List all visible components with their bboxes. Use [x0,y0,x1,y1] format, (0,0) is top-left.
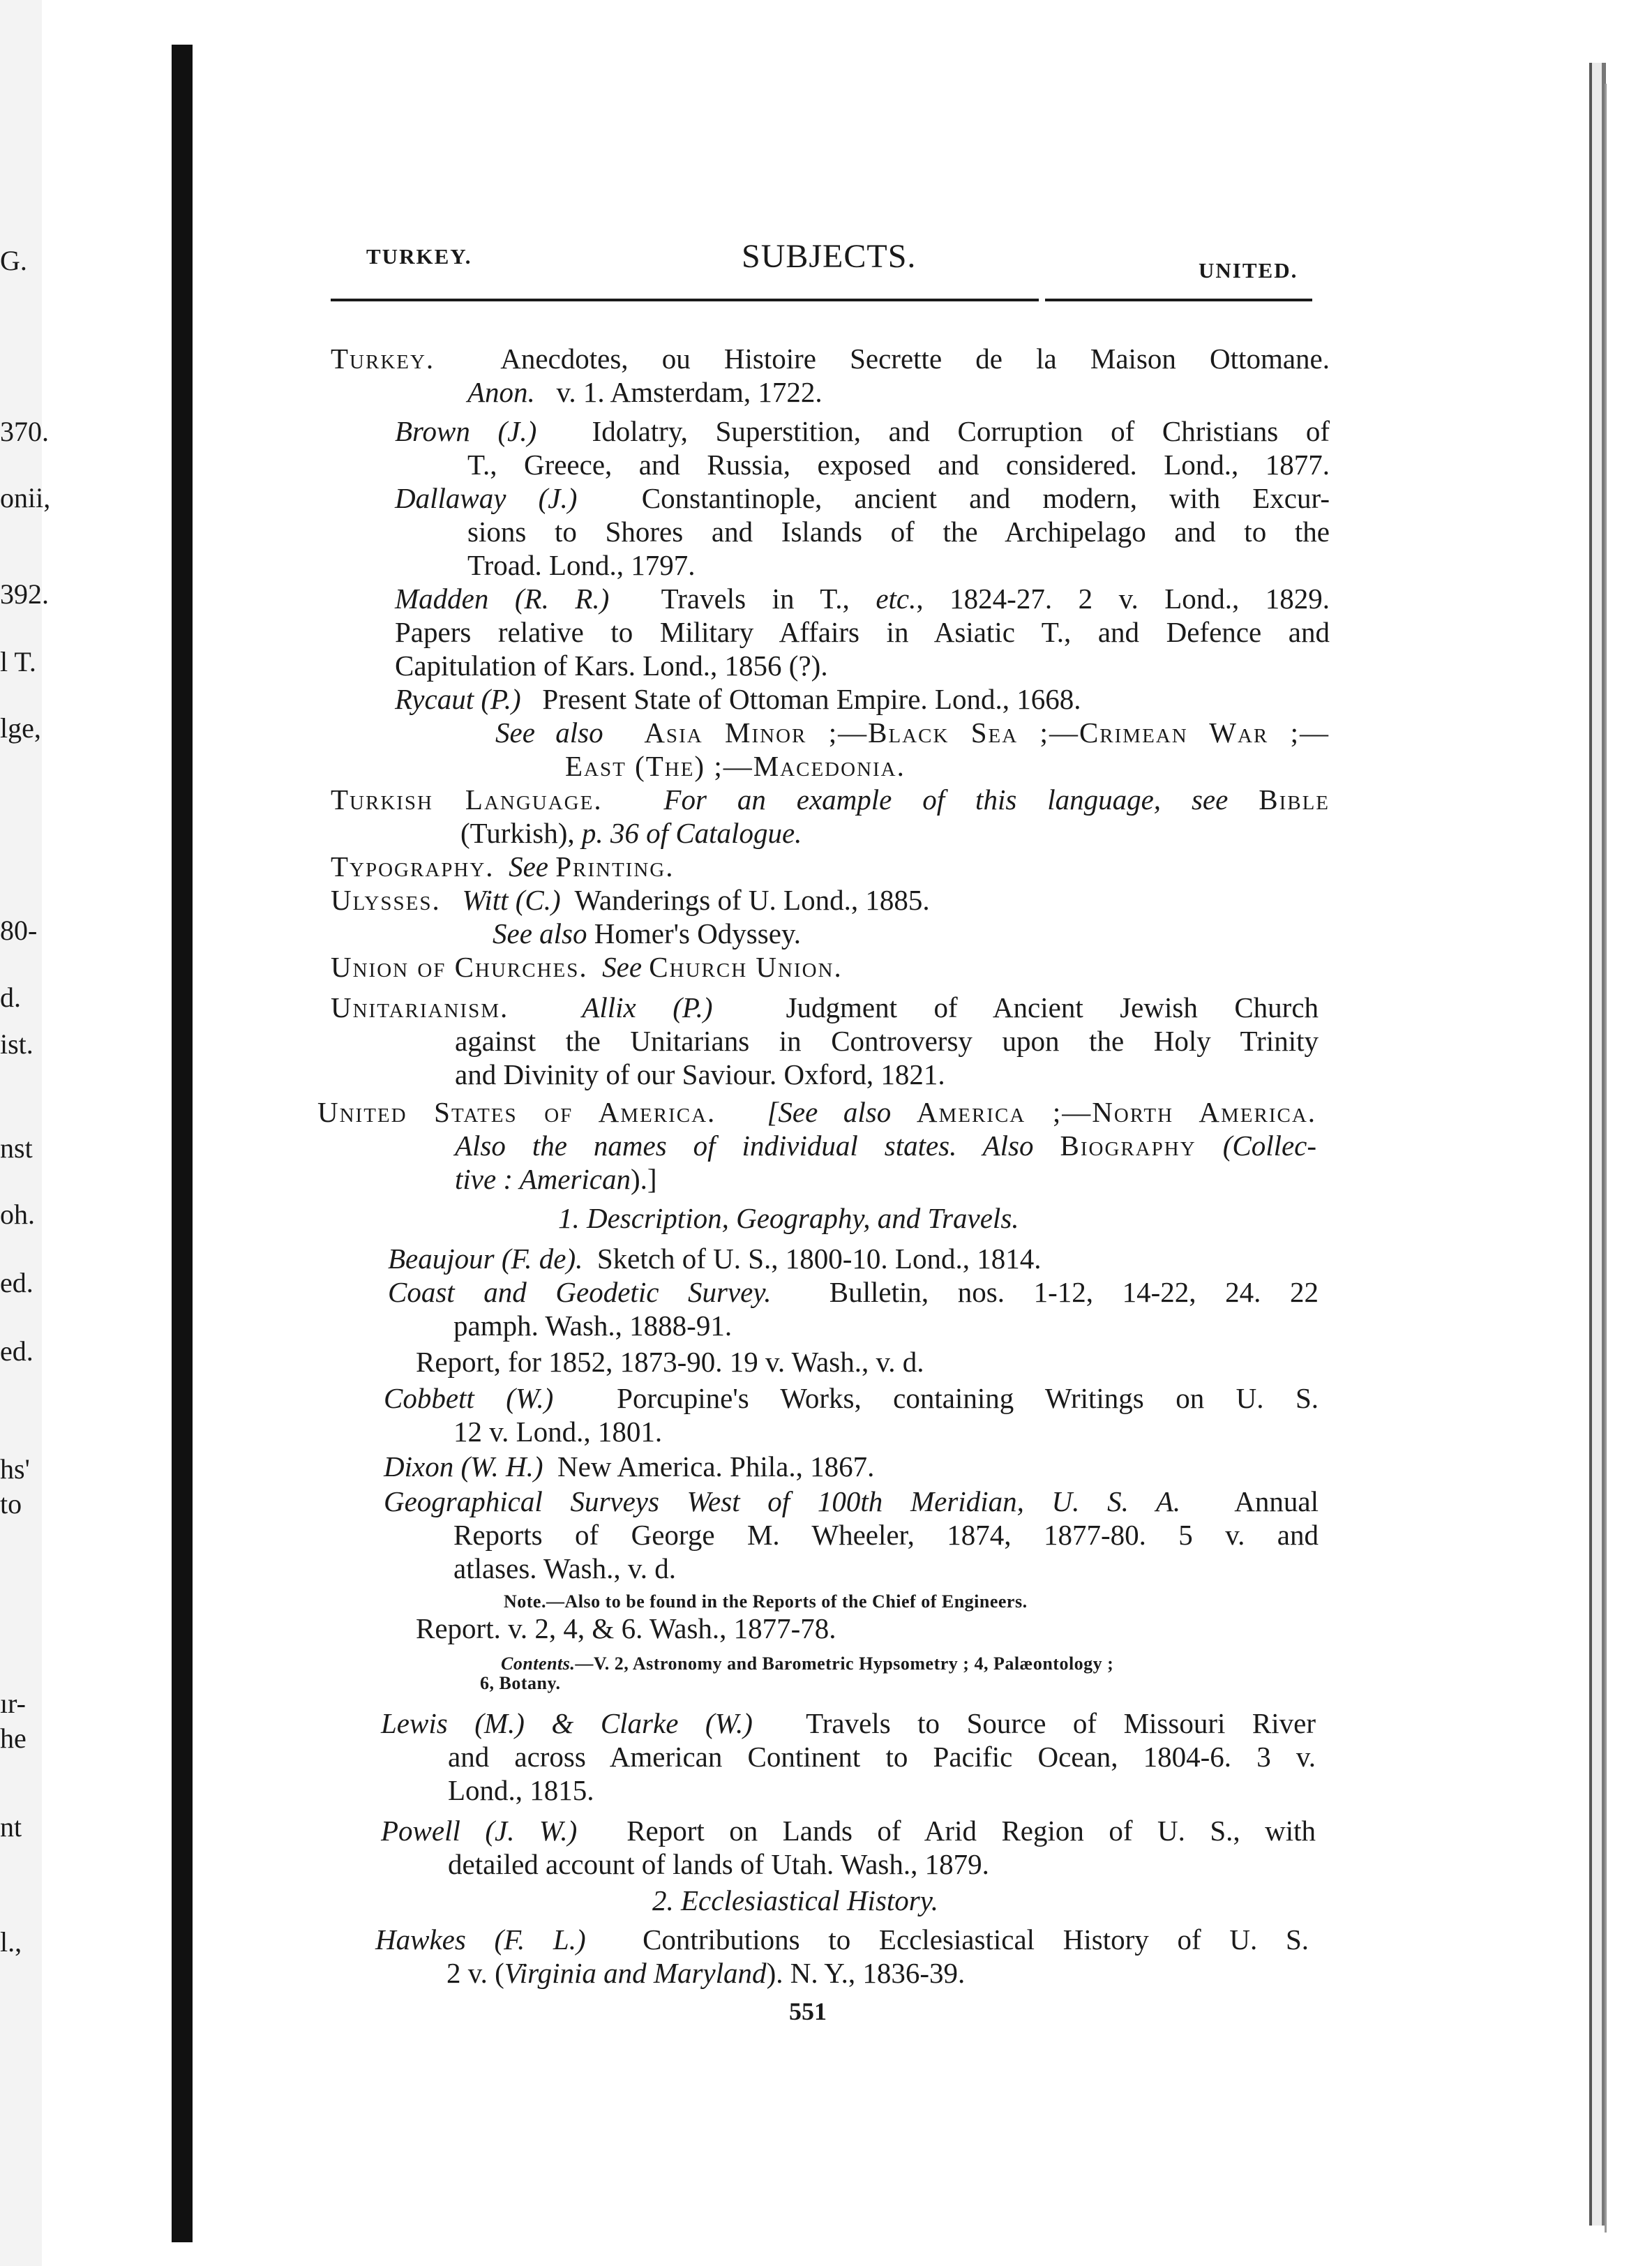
entry-united-states [317,1095,1316,1129]
author: Lewis (M.) & Clarke (W.) [381,1707,753,1739]
prev-page-fragment: lge, [0,712,41,744]
prev-page-fragment: d. [0,982,21,1013]
entry-text: ). N. Y., 1836-39. [766,1957,966,1989]
entry-text: Virginia and Maryland [504,1957,767,1989]
entry-line: 12 v. Lond., 1801. [453,1416,663,1448]
entry-unitarianism [331,991,1319,1024]
entry-text: —V. 2, Astronomy and Barometric Hypsometry ; 4, Palæontology ; [575,1653,1114,1674]
entry-line: and Divinity of our Saviour. Oxford, 1821. [455,1058,945,1090]
entry-text: Church Union. [649,951,843,983]
author: Brown (J.) [395,415,537,447]
author: Rycaut (P.) [395,683,521,715]
prev-page-fragment: ed. [0,1267,33,1298]
entry-typography [331,850,674,883]
cross-reference [493,917,801,950]
section-heading: 2. Ecclesiastical History. [652,1884,938,1916]
entry-line [446,1956,965,1990]
entry-text: Constantinople, ancient and modern, with Excur- [641,482,1330,514]
entry-line [455,1162,657,1196]
entry-line [384,1381,1319,1415]
header-rule [1045,299,1312,301]
author: Madden (R. R.) [395,583,610,615]
prev-page-fragment: oh. [0,1199,35,1230]
entry-line: Report. v. 2, 4, & 6. Wash., 1877-78. [416,1612,836,1644]
entry-line [395,481,1330,515]
author: Coast and Geodetic Survey. [388,1276,772,1308]
see-also-label: See also [495,716,603,749]
entry-line [384,1485,1319,1518]
author: Witt (C.) [462,884,561,916]
entry-line [384,1450,874,1483]
running-head-center: SUBJECTS. [742,238,917,275]
entry-line [381,1706,1316,1740]
entry-text: Present State of Ottoman Empire. Lond., 1668. [542,683,1081,715]
prev-page-fragment: nst [0,1132,33,1164]
entry-line: Report, for 1852, 1873-90. 19 v. Wash., v. d. [416,1346,924,1378]
header-rule [331,299,1039,301]
entry-heading: Ulysses. [331,884,441,916]
entry-turkish-language [331,783,1330,816]
entry-text: Asia Minor ;—Black Sea ;—Crimean War ;— [644,716,1330,749]
entry-line: atlases. Wash., v. d. [453,1552,676,1584]
entry-line: sions to Shores and Islands of the Archipelago and to the [467,516,1330,548]
prev-page-fragment: 80- [0,915,38,946]
entry-text: America ;—North America. [916,1096,1317,1128]
entry-line [388,1275,1319,1309]
entry-text: Contributions to Ecclesiastical History of U. S. [643,1923,1309,1956]
entry-line: pamph. Wash., 1888-91. [453,1310,733,1342]
entry-line [460,816,802,850]
prev-page-fragment: ed. [0,1335,33,1367]
entry-text: Travels in T., [661,583,850,615]
entry-line: T., Greece, and Russia, exposed and considered. Lond., 1877. [467,449,1330,481]
author: Anon. [467,376,535,408]
prev-page-fragment: 392. [0,578,49,610]
entry-text: (Collec- [1222,1130,1317,1162]
entry-text: Anecdotes, ou Histoire Secrette de la Maison Ottomane. [500,343,1330,375]
author: Beaujour (F. de). [388,1243,583,1275]
prev-page-fragment: 370. [0,416,49,447]
entry-text: New America. Phila., 1867. [557,1450,875,1483]
entry-text: Judgment of Ancient Jewish Church [786,991,1319,1023]
cross-reference: East (The) ;—Macedonia. [565,750,906,782]
see-also-label: [See also [767,1096,892,1128]
see-also-label: See also [493,917,587,950]
entry-text: For an example of this language, see [663,783,1229,816]
author: Powell (J. W.) [381,1815,578,1847]
entry-line [395,682,1081,716]
see-label: See [509,850,548,883]
page-edge-line [1605,84,1607,2233]
entry-heading: Typography. [331,850,495,883]
entry-text: ).] [631,1163,657,1195]
entry-line: and across American Continent to Pacific Ocean, 1804-6. 3 v. [448,1741,1316,1773]
entry-ulysses [331,883,930,917]
entry-heading: Turkey. [331,343,435,375]
entry-line: Papers relative to Military Affairs in Asiatic T., and Defence and [395,616,1330,648]
entry-text: etc. [876,583,917,615]
entry-union-of-churches [331,950,843,984]
entry-text: Also the names of individual states. Also [455,1130,1034,1162]
entry-text: Biography [1060,1130,1196,1162]
book-gutter [172,45,193,2242]
contents-note [501,1653,1113,1674]
prev-page-fragment: hs' [0,1453,30,1485]
entry-text: Annual [1234,1485,1319,1517]
entry-text: 2 v. ( [446,1957,504,1989]
entry-text: (Turkish), [460,817,575,849]
prev-page-fragment: onii, [0,482,51,513]
contents-note: 6, Botany. [480,1673,561,1693]
entry-text: v. 1. Amsterdam, 1722. [556,376,823,408]
prev-page-fragment: nt [0,1811,22,1843]
entry-line: Lond., 1815. [448,1774,594,1806]
entry-line: Troad. Lond., 1797. [467,549,696,581]
running-head-right: UNITED. [1199,258,1298,283]
entry-line [467,375,823,409]
author: Allix (P.) [582,991,713,1023]
entry-heading: Union of Churches. [331,951,588,983]
prev-page-fragment: ır- [0,1688,26,1719]
page-number: 551 [789,1997,827,2025]
prev-page-fragment: G. [0,245,27,276]
prev-page-fragment: he [0,1723,27,1754]
contents-label: Contents. [501,1653,576,1674]
entry-line [395,414,1330,448]
author: Cobbett (W.) [384,1382,554,1414]
entry-line: detailed account of lands of Utah. Wash., 1879. [448,1848,989,1880]
page-edge [1589,63,1606,2226]
entry-text: Sketch of U. S., 1800-10. Lond., 1814. [596,1243,1042,1275]
prev-page-fragment: to [0,1488,22,1520]
entry-text: Printing. [555,850,675,883]
running-head-left: TURKEY. [366,244,472,269]
entry-heading: Unitarianism. [331,991,509,1023]
entry-line: Reports of George M. Wheeler, 1874, 1877-80. 5 v. and [453,1519,1319,1551]
entry-line [388,1242,1041,1275]
note: Note.—Also to be found in the Reports of the Chief of Engineers. [504,1591,1028,1612]
author: Geographical Surveys West of 100th Meridian, U. S. A. [384,1485,1181,1517]
entry-text: Idolatry, Superstition, and Corruption of Christians of [592,415,1330,447]
entry-heading: Turkish Language. [331,783,603,816]
entry-text: tive : American [455,1163,631,1195]
entry-line: Capitulation of Kars. Lond., 1856 (?). [395,650,828,682]
author: Hawkes (F. L.) [375,1923,586,1956]
entry-heading: United States of America. [317,1096,716,1128]
section-heading: 1. Description, Geography, and Travels. [558,1202,1019,1234]
entry-text: p. 36 of Catalogue. [581,817,802,849]
entry-text: Report on Lands of Arid Region of U. S., with [626,1815,1316,1847]
author: Dallaway (J.) [395,482,578,514]
prev-page-fragment: l T. [0,646,36,677]
cross-reference [495,716,1330,749]
entry-line: against the Unitarians in Controversy upon the Holy Trinity [455,1025,1319,1057]
entry-line [375,1923,1309,1956]
entry-text: Bulletin, nos. 1-12, 14-22, 24. 22 [829,1276,1319,1308]
entry-text: Porcupine's Works, containing Writings on U. S. [617,1382,1319,1414]
entry-text: Homer's Odyssey. [594,917,801,950]
entry-line [455,1129,1316,1162]
entry-text: Bible [1259,783,1330,816]
entry-line [381,1814,1316,1847]
prev-page-fragment: ist. [0,1028,33,1060]
prev-page-fragment: l., [0,1926,22,1958]
entry-text: Wanderings of U. Lond., 1885. [574,884,930,916]
see-label: See [602,951,643,983]
entry-line [395,582,1330,615]
author: Dixon (W. H.) [384,1450,543,1483]
entry-text: , 1824-27. 2 v. Lond., 1829. [916,583,1330,615]
entry-turkey [331,342,1330,375]
entry-text: Travels to Source of Missouri River [806,1707,1316,1739]
